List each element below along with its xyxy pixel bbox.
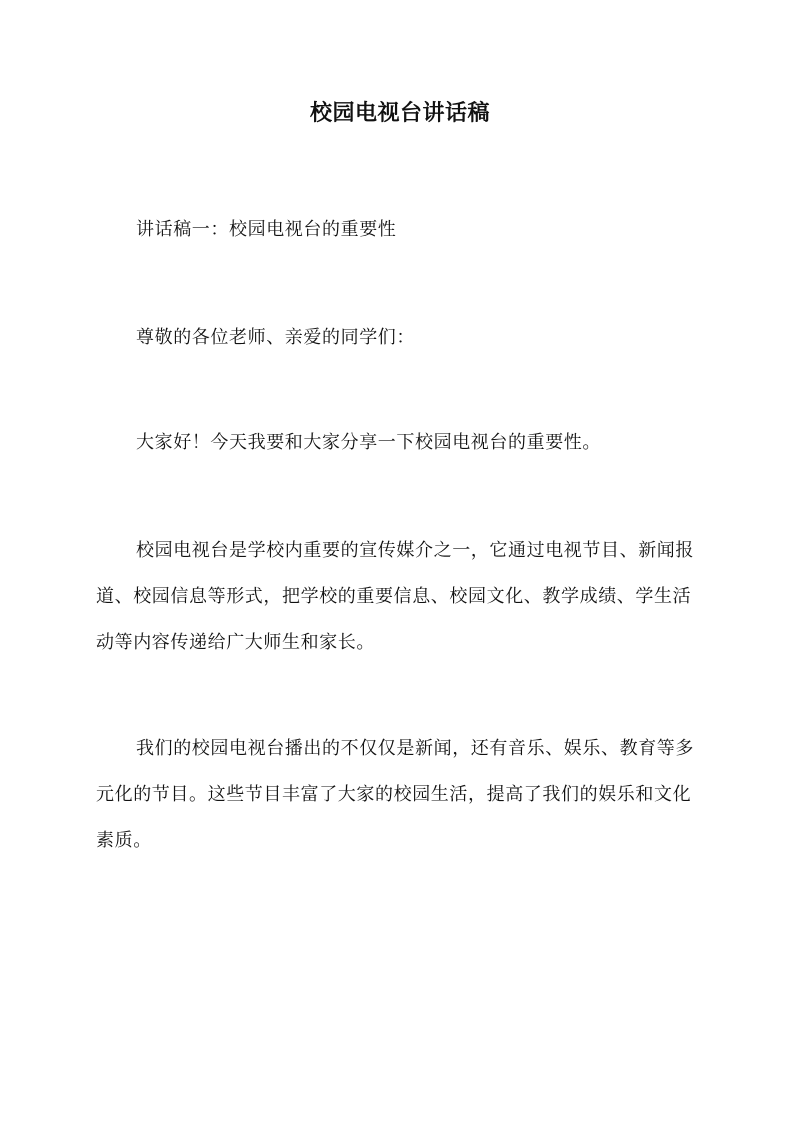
- greeting-paragraph: 大家好！今天我要和大家分享一下校园电视台的重要性。: [136, 432, 601, 453]
- document-title: 校园电视台讲话稿: [309, 100, 490, 126]
- salutation-paragraph: 尊敬的各位老师、亲爱的同学们：: [136, 327, 415, 348]
- section-heading: 讲话稿一：校园电视台的重要性: [136, 219, 397, 240]
- body-paragraph-intro: 校园电视台是学校内重要的宣传媒介之一，它通过电视节目、新闻报道、校园信息等形式，把学校的重要信息、校园文化、教学成绩、学生活动等内容传递给广大师生和家长。: [96, 540, 694, 653]
- body-paragraph-programs: 我们的校园电视台播出的不仅仅是新闻，还有音乐、娱乐、教育等多元化的节目。这些节目丰富了大家的校园生活，提高了我们的娱乐和文化素质。: [96, 738, 694, 851]
